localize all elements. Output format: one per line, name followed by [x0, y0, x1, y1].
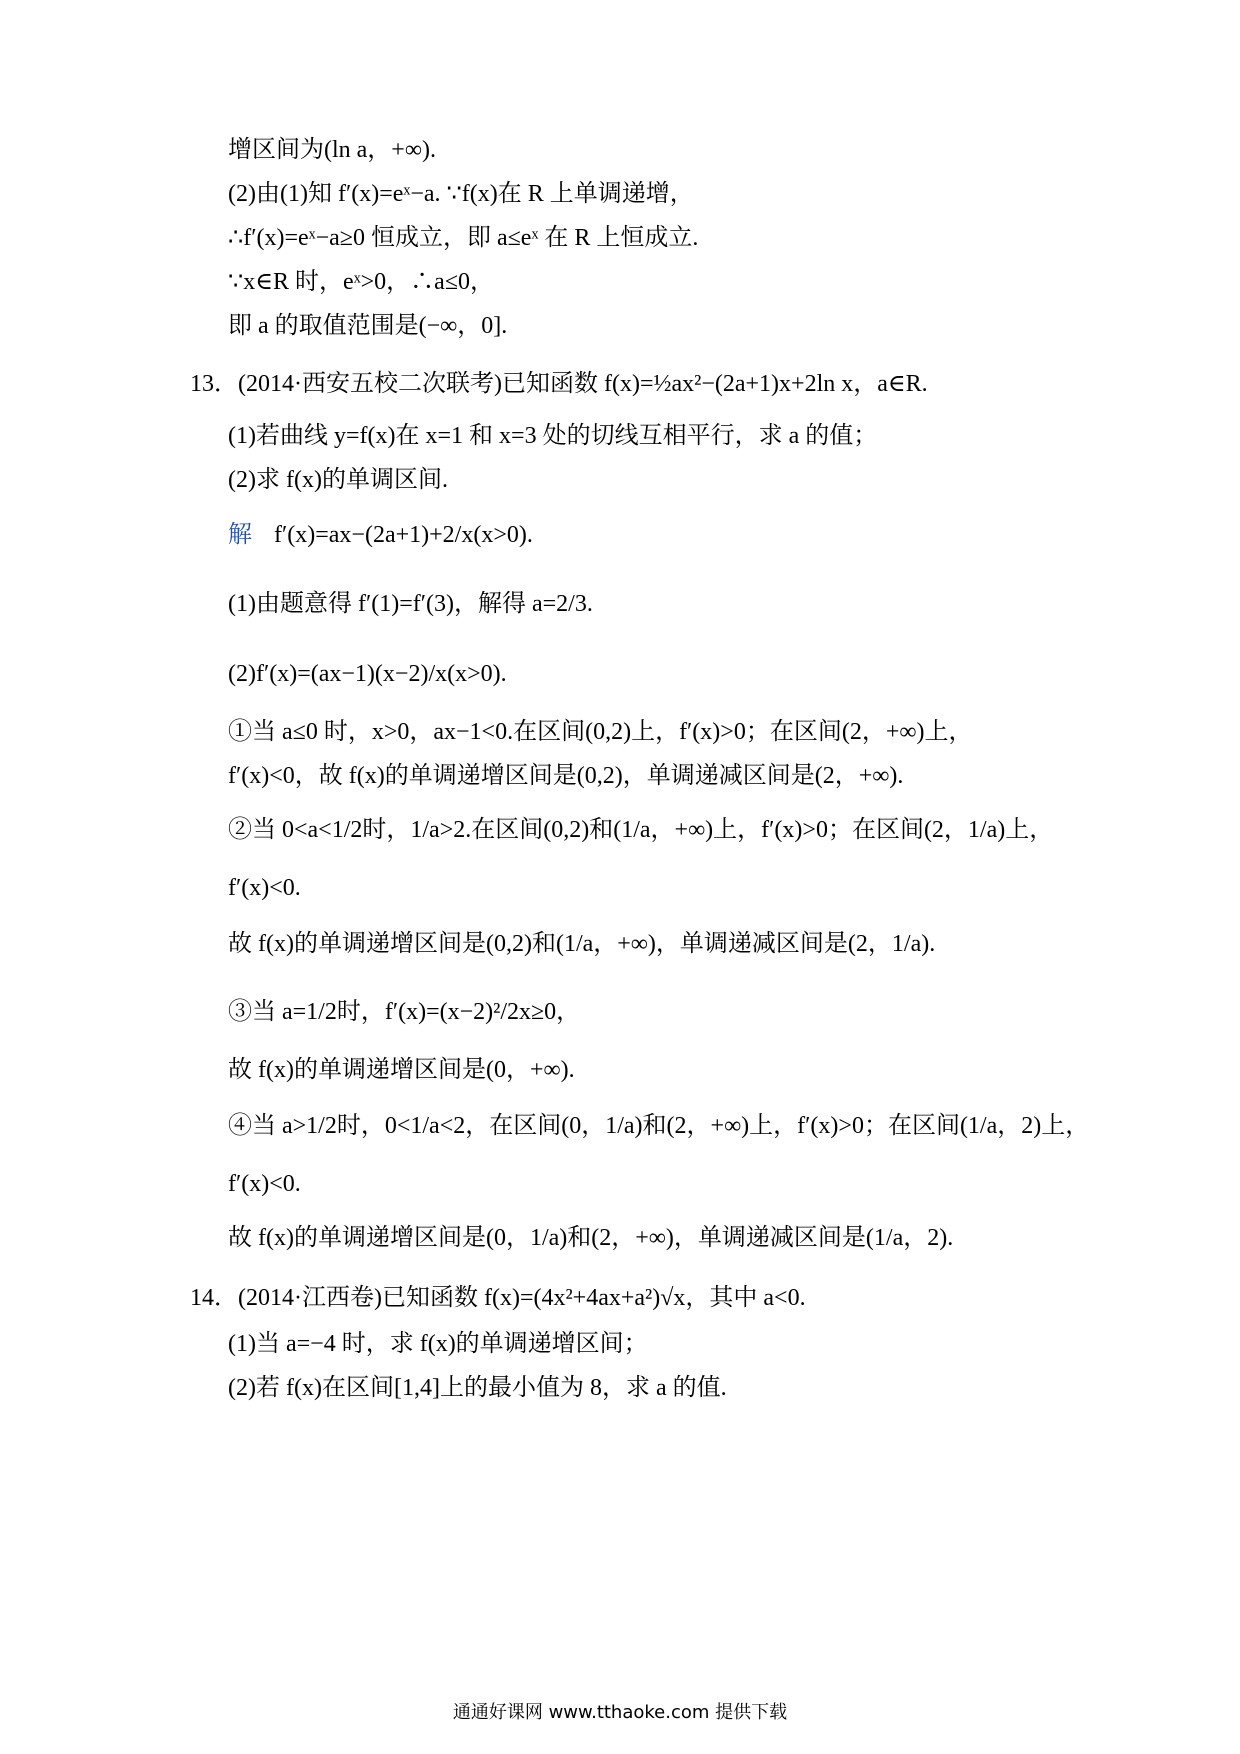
case-4-a: ④当 a>1/2时，0<1/a<2，在区间(0，1/a)和(2，+∞)上，f′(x)>0；在区间(1/a，2)上，	[228, 1113, 1090, 1139]
problem-13: 13．(2014·西安五校二次联考)已知函数 f(x)=½ax²−(2a+1)x+2ln x，a∈R.	[190, 371, 928, 397]
line-3: ∴f′(x)=eˣ−a≥0 恒成立，即 a≤eˣ 在 R 上恒成立.	[228, 225, 699, 251]
case-2-c: 故 f(x)的单调递增区间是(0,2)和(1/a，+∞)，单调递减区间是(2，1/a).	[228, 931, 936, 957]
p14-part-1: (1)当 a=−4 时，求 f(x)的单调递增区间；	[228, 1331, 648, 1357]
case-4-c: 故 f(x)的单调递增区间是(0，1/a)和(2，+∞)，单调递减区间是(1/a，2).	[228, 1225, 954, 1251]
solution-line	[228, 522, 533, 547]
case-3-a: ③当 a=1/2时，f′(x)=(x−2)²/2x≥0，	[228, 999, 581, 1025]
case-4-b: f′(x)<0.	[228, 1171, 301, 1197]
sol-1: (1)由题意得 f′(1)=f′(3)，解得 a=2/3.	[228, 591, 593, 617]
case-3-b: 故 f(x)的单调递增区间是(0，+∞).	[228, 1057, 575, 1083]
line-1: 增区间为(ln a，+∞).	[228, 137, 436, 163]
line-4: ∵x∈R 时，eˣ>0，∴a≤0，	[228, 269, 494, 295]
footer: 通通好课网 www.tthaoke.com 提供下载	[452, 1702, 788, 1723]
problem-14: 14．(2014·江西卷)已知函数 f(x)=(4x²+4ax+a²)√x，其中 a<0.	[190, 1285, 806, 1311]
p14-part-2: (2)若 f(x)在区间[1,4]上的最小值为 8，求 a 的值.	[228, 1375, 727, 1401]
line-5: 即 a 的取值范围是(−∞，0].	[228, 313, 508, 339]
derivative: f′(x)=ax−(2a+1)+2/x(x>0).	[274, 522, 533, 548]
sol-2: (2)f′(x)=(ax−1)(x−2)/x(x>0).	[228, 661, 507, 687]
case-1-b: f′(x)<0，故 f(x)的单调递增区间是(0,2)，单调递减区间是(2，+∞).	[228, 763, 904, 789]
line-2: (2)由(1)知 f′(x)=eˣ−a. ∵f(x)在 R 上单调递增，	[228, 181, 694, 207]
solution-label: 解	[228, 520, 252, 548]
case-2-b: f′(x)<0.	[228, 875, 301, 901]
case-1-a: ①当 a≤0 时，x>0，ax−1<0.在区间(0,2)上，f′(x)>0；在区间(2，+∞)上，	[228, 719, 973, 745]
case-2-a: ②当 0<a<1/2时，1/a>2.在区间(0,2)和(1/a，+∞)上，f′(x)>0；在区间(2，1/a)上，	[228, 817, 1054, 843]
p13-part-1: (1)若曲线 y=f(x)在 x=1 和 x=3 处的切线互相平行，求 a 的值；	[228, 423, 878, 449]
p13-part-2: (2)求 f(x)的单调区间.	[228, 467, 448, 493]
